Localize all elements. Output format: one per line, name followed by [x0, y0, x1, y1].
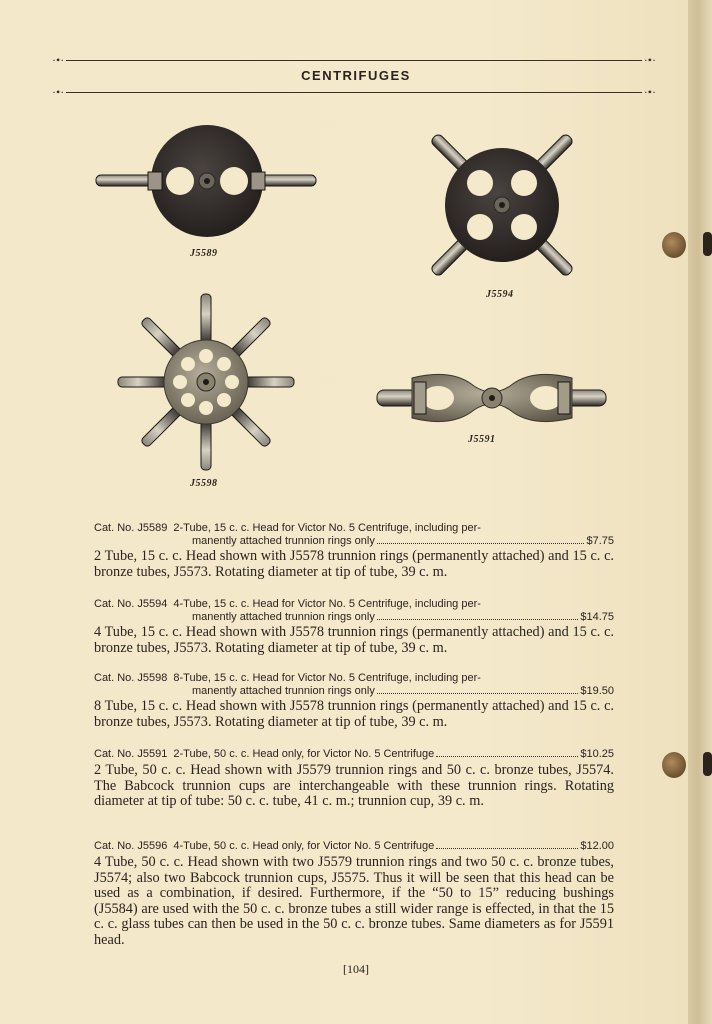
figure-caption: J5594 [486, 289, 514, 300]
leader-dots [436, 756, 578, 757]
leader-dots [377, 543, 585, 544]
rule-ornament-icon: ·•· [643, 85, 656, 99]
page-title: CENTRIFUGES [301, 68, 411, 83]
entry-body: 8 Tube, 15 c. c. Head shown with J5578 trunnion rings (permanently attached) and 15 c. c. bronze tubes, J5573. Rotating diameter at tip of tube, 39 c. m. [94, 698, 614, 730]
figure-caption: J5589 [190, 248, 218, 259]
entry-description-cont: manently attached trunnion rings only [192, 611, 375, 623]
page-number: [104] [343, 962, 369, 976]
catalog-number: Cat. No. J5596 [94, 840, 168, 852]
entry-body: 2 Tube, 15 c. c. Head shown with J5578 trunnion rings (permanently attached) and 15 c. c. bronze tubes, J5573. Rotating diameter at tip of tube, 39 c. m. [94, 548, 614, 580]
figure-caption: J5598 [190, 478, 218, 489]
figures-illustration [0, 0, 712, 500]
entry-price: $19.50 [580, 685, 614, 697]
entry-body: 4 Tube, 15 c. c. Head shown with J5578 trunnion rings (permanently attached) and 15 c. c. bronze tubes, J5573. Rotating diameter at tip of tube, 39 c. m. [94, 624, 614, 656]
catalog-entry [94, 522, 614, 580]
leader-dots [436, 848, 578, 849]
binder-slot-bottom [703, 752, 712, 776]
rule-ornament-icon: ·•· [643, 53, 656, 67]
catalog-entry [94, 748, 614, 810]
head-j5591-image [377, 374, 606, 421]
entry-price: $10.25 [580, 748, 614, 760]
entry-price: $7.75 [586, 535, 614, 547]
head-j5589-image [96, 125, 316, 237]
rule-ornament-icon: ·•· [52, 53, 65, 67]
entry-body: 2 Tube, 50 c. c. Head shown with J5579 trunnion rings and 50 c. c. bronze tubes, J5574. The Babcock trunnion cups are interchangeable with these trunnion rings. Rotating diameter at tip of tube: 50 c. c. tube, 41 c. m.; trunnion cup, 39 c. m. [94, 762, 614, 809]
catalog-number: Cat. No. J5598 [94, 672, 168, 684]
figure-caption: J5591 [468, 434, 496, 445]
entry-price: $14.75 [580, 611, 614, 623]
leader-dots [377, 693, 579, 694]
catalog-entry [94, 598, 614, 656]
entry-description-cont: manently attached trunnion rings only [192, 685, 375, 697]
binder-hole-bottom [662, 752, 686, 778]
head-j5598-image [118, 294, 294, 470]
head-j5594-image [430, 133, 574, 277]
leader-dots [377, 619, 579, 620]
rule-ornament-icon: ·•· [52, 85, 65, 99]
catalog-entry [94, 840, 614, 948]
catalog-number: Cat. No. J5594 [94, 598, 168, 610]
catalog-number: Cat. No. J5591 [94, 748, 168, 760]
entry-price: $12.00 [580, 840, 614, 852]
entry-description: 2-Tube, 50 c. c. Head only, for Victor No. 5 Centrifuge [173, 748, 435, 760]
entry-description: 4-Tube, 15 c. c. Head for Victor No. 5 Centrifuge, including per- [173, 598, 481, 610]
entry-description-cont: manently attached trunnion rings only [192, 535, 375, 547]
entry-description: 4-Tube, 50 c. c. Head only, for Victor No. 5 Centrifuge [173, 840, 435, 852]
catalog-entry [94, 672, 614, 730]
entry-description: 2-Tube, 15 c. c. Head for Victor No. 5 Centrifuge, including per- [173, 522, 481, 534]
entry-description: 8-Tube, 15 c. c. Head for Victor No. 5 Centrifuge, including per- [173, 672, 481, 684]
catalog-number: Cat. No. J5589 [94, 522, 168, 534]
entry-body: 4 Tube, 50 c. c. Head shown with two J5579 trunnion rings and two 50 c. c. bronze tubes, J5574; also two Babcock trunnion cups, J5575. Thus it will be seen that this head can be used as a combination, if desired. Furthermore, if the “50 to 15” reducing bushings (J5584) are used with the 50 c. c. bronze tubes a still wider range is effected, in that the 15 c. c. glass tubes can then be used in the 50 c. c. bronze tubes. Same diameters as for J5591 head. [94, 854, 614, 948]
